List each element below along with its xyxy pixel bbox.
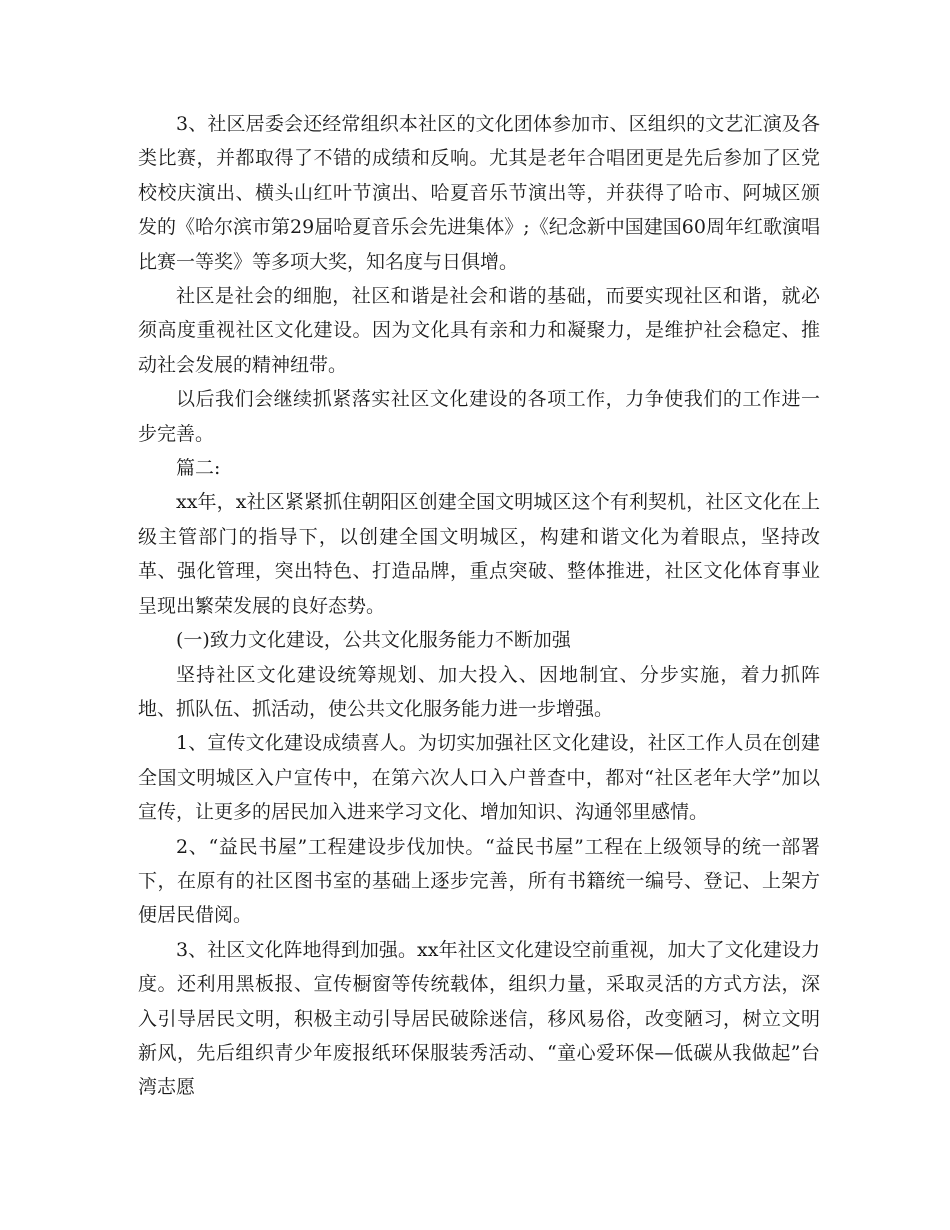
paragraph-overall-planning: 坚持社区文化建设统筹规划、加大投入、因地制宜、分步实施，着力抓阵地、抓队伍、抓活动，使公共文化服务能力进一步增强。 bbox=[138, 663, 820, 720]
paragraph-performances: 3、社区居委会还经常组织本社区的文化团体参加市、区组织的文艺汇演及各类比赛，并都取得了不错的成绩和反响。尤其是老年合唱团更是先后参加了区党校校庆演出、横头山红叶节演出、哈夏音乐节演出等，并获得了哈市、阿城区颁发的《哈尔滨市第29届哈夏音乐会先进集体》;《纪念新中国建国60周年红歌演唱比赛一等奖》等多项大奖，知名度与日俱增。 bbox=[138, 113, 820, 273]
paragraph-community-harmony: 社区是社会的细胞，社区和谐是社会和谐的基础，而要实现社区和谐，就必须高度重视社区文化建设。因为文化具有亲和力和凝聚力，是维护社会稳定、推动社会发展的精神纽带。 bbox=[138, 285, 820, 376]
paragraph-bookhouse: 2、“益民书屋”工程建设步伐加快。“益民书屋”工程在上级领导的统一部署下，在原有的社区图书室的基础上逐步完善，所有书籍统一编号、登记、上架方便居民借阅。 bbox=[138, 835, 820, 927]
paragraph-publicity: 1、宣传文化建设成绩喜人。为切实加强社区文化建设，社区工作人员在创建全国文明城区入户宣传中，在第六次人口入户普查中，都对“社区老年大学”加以宣传，让更多的居民加入进来学习文化、增加知识、沟通邻里感情。 bbox=[138, 732, 820, 824]
subheading-culture-building: (一)致力文化建设，公共文化服务能力不断加强 bbox=[176, 629, 571, 652]
paragraph-cultural-positions: 3、社区文化阵地得到加强。xx年社区文化建设空前重视，加大了文化建设力度。还利用黑板报、宣传橱窗等传统载体，组织力量，采取灵活的方式方法，深入引导居民文明，积极主动引导居民破除迷信，移风易俗，改变陋习，树立文明新风，先后组织青少年废报纸环保服装秀活动、“童心爱环保—低碳从我做起”台湾志愿 bbox=[138, 938, 820, 1099]
document-body bbox=[138, 107, 820, 1105]
paragraph-civilized-district: xx年，x社区紧紧抓住朝阳区创建全国文明城区这个有利契机，社区文化在上级主管部门的指导下，以创建全国文明城区，构建和谐文化为着眼点，坚持改革、强化管理，突出特色、打造品牌，重点突破、整体推进，社区文化体育事业呈现出繁荣发展的良好态势。 bbox=[138, 491, 820, 617]
section-heading-part-two: 篇二: bbox=[176, 457, 221, 480]
paragraph-future-work: 以后我们会继续抓紧落实社区文化建设的各项工作，力争使我们的工作进一步完善。 bbox=[138, 388, 820, 445]
